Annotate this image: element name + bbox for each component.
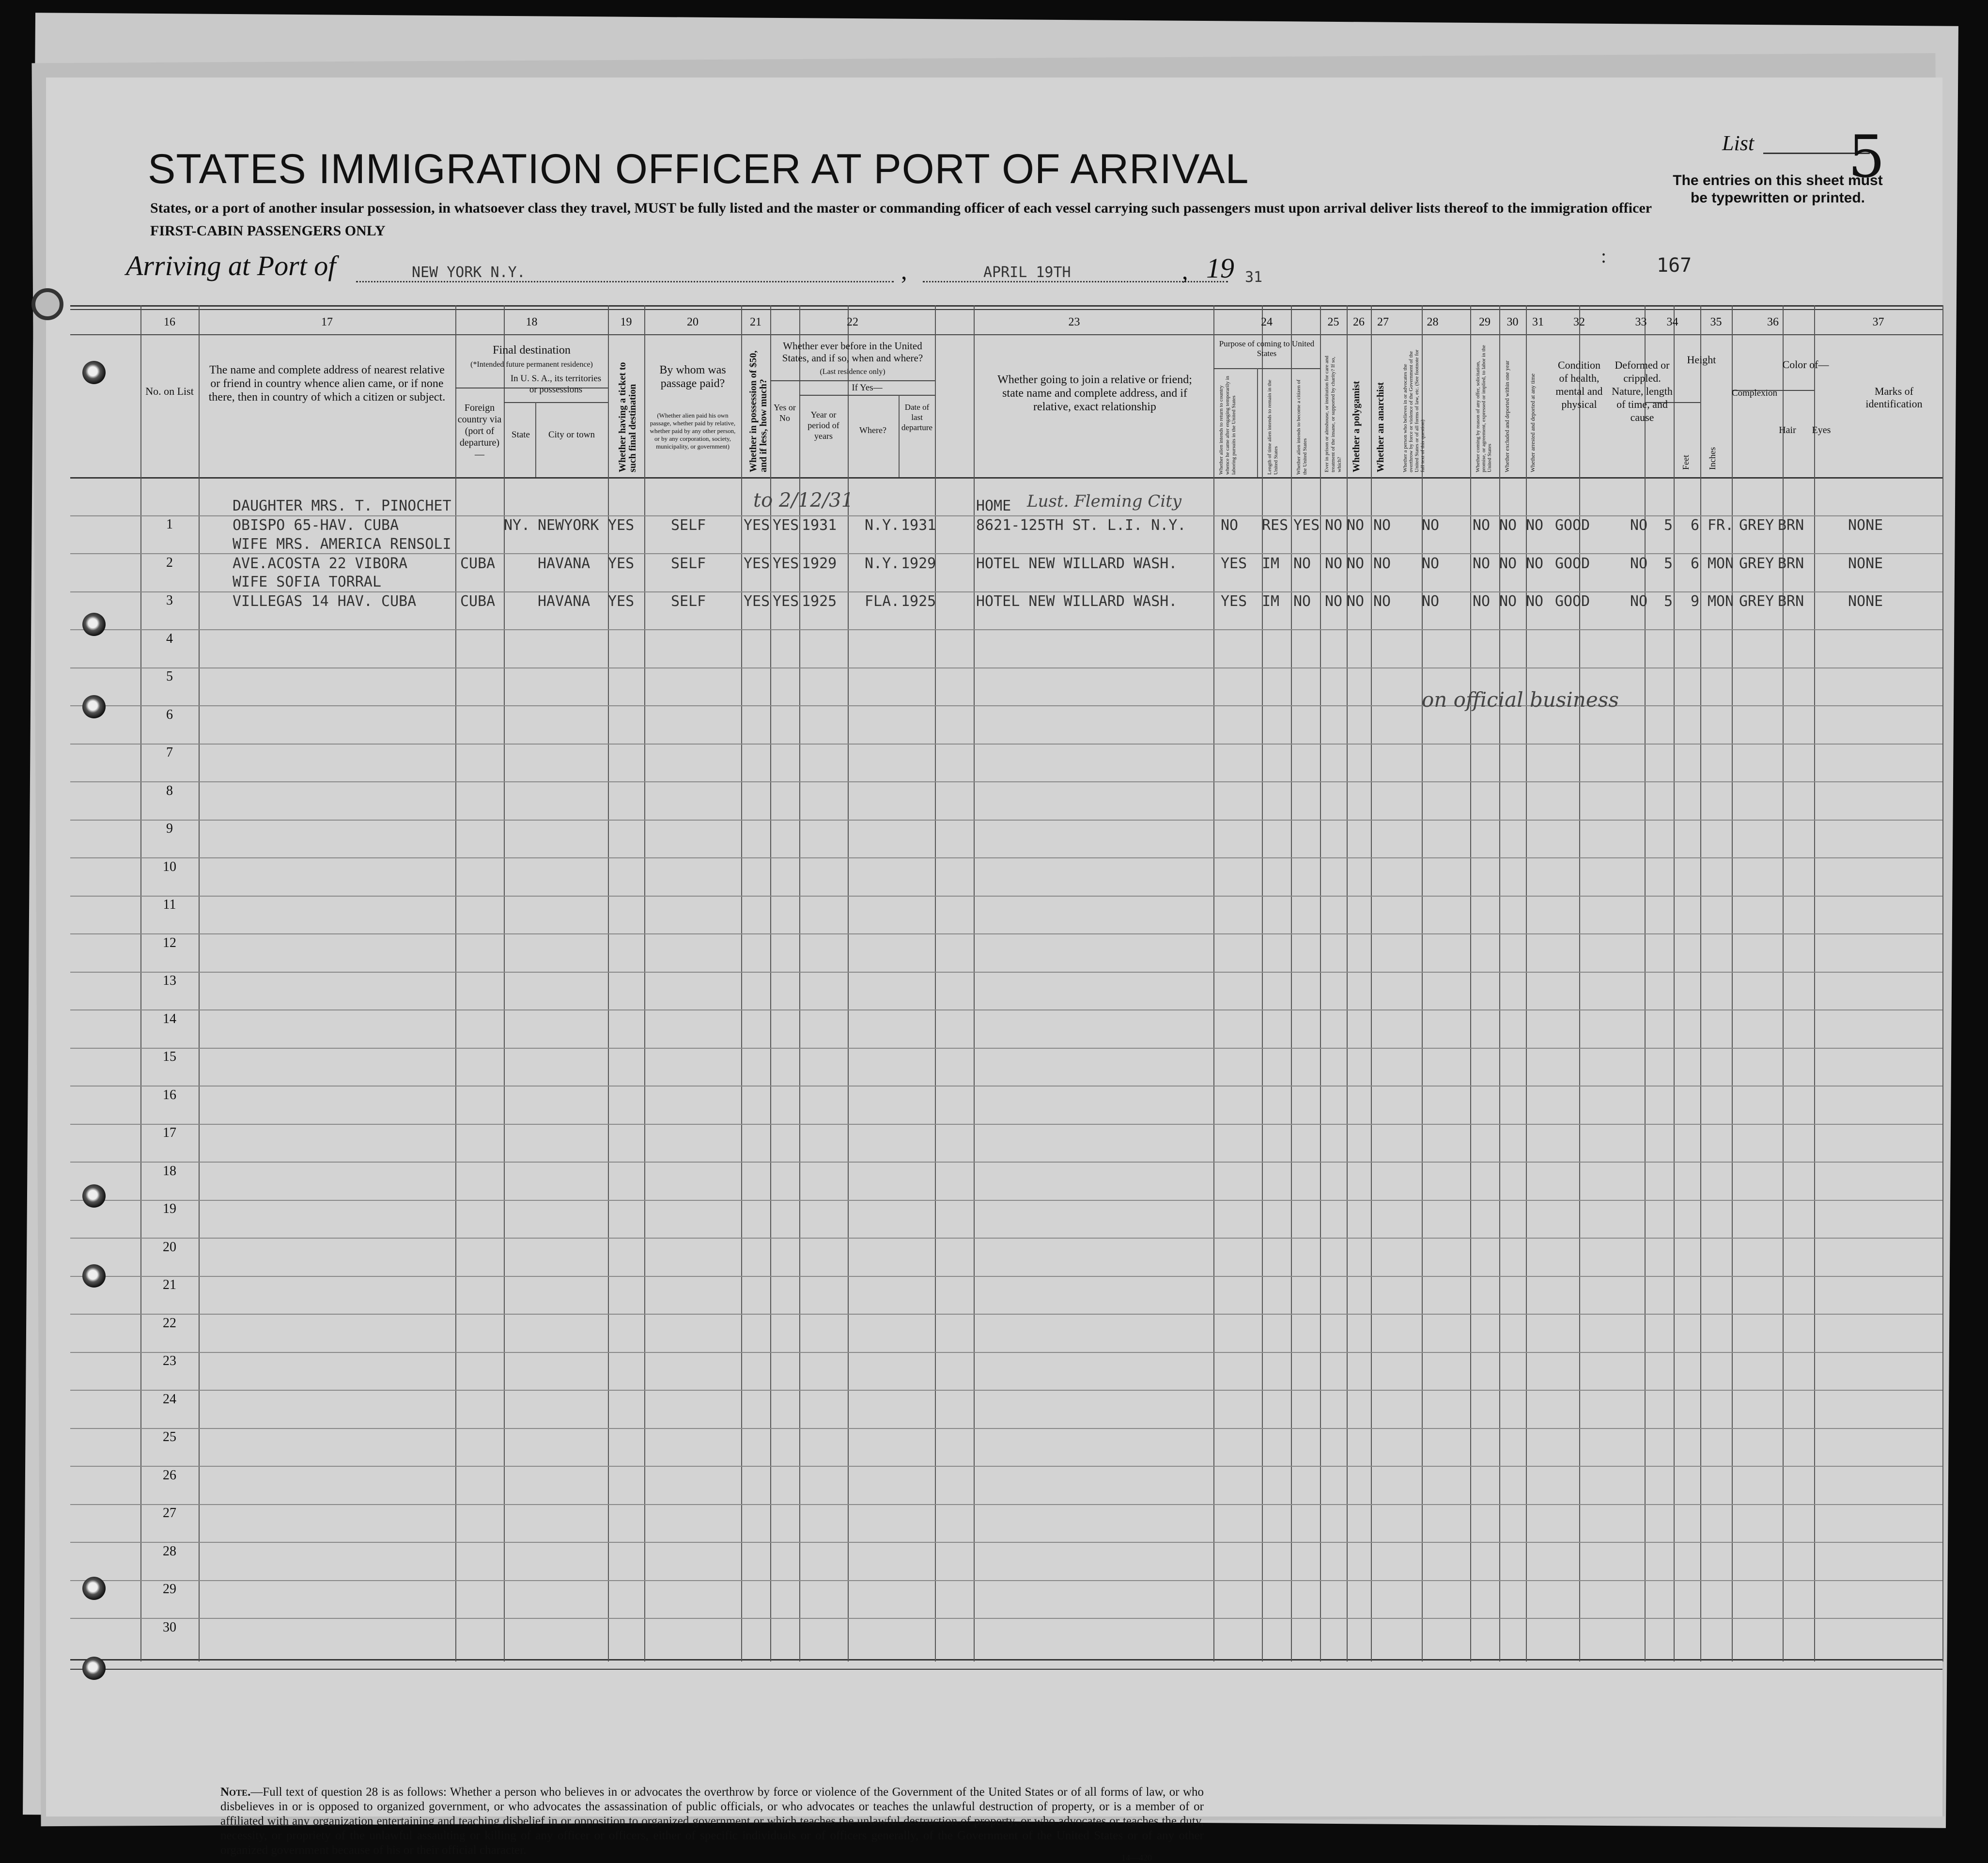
arrested-value: NO — [1526, 517, 1544, 534]
row-number: 26 — [163, 1467, 176, 1483]
join-address: 8621-125TH ST. L.I. N.Y. — [976, 517, 1186, 534]
header-health: Condition of health, mental and physical — [1555, 359, 1603, 410]
row-number: 5 — [166, 669, 173, 684]
header-height: Height — [1687, 354, 1716, 366]
relative-address: VILLEGAS 14 HAV. CUBA — [233, 593, 417, 610]
row-divider — [70, 1238, 1942, 1239]
row-divider — [70, 1466, 1942, 1467]
header-prison: Ever in prison or almshouse, or institution for care and treatment of the insane, or supported by charity? If so, which? — [1324, 356, 1342, 472]
intro-text: States, or a port of another insular possession, in whatsoever class they travel, MUST be fully listed and the master or commanding officer of each vessel carrying such passengers must upon arrival deliver lists thereof to the immigration officer — [150, 200, 1652, 216]
header-overthrow: Whether a person who believes in or advocates the overthrow by force or violence of the Government of the United States or of all forms of law, etc. (See footnote for full text of this question) — [1402, 349, 1426, 472]
row-divider — [70, 553, 1942, 554]
row-number: 21 — [163, 1277, 176, 1292]
header-excluded: Whether excluded and deported within one year — [1504, 360, 1510, 472]
row-divider — [70, 515, 1942, 516]
row-divider — [70, 1124, 1942, 1125]
row-number: 22 — [163, 1315, 176, 1331]
hair-value: GREY — [1739, 593, 1774, 610]
header-passage-paid-sub: (Whether alien paid his own passage, whether paid by relative, whether paid by any other person, or by any corporation, society, municipality, or government) — [650, 412, 736, 450]
complexion-value: MON — [1708, 593, 1734, 610]
column-number: 17 — [321, 316, 333, 328]
row-divider — [70, 1580, 1942, 1581]
column-number: 19 — [620, 316, 632, 328]
overthrow-value: NO — [1422, 555, 1440, 572]
header-before-in-us-sub: (Last residence only) — [820, 368, 885, 376]
header-final-destination-sub: (*Intended future permanent residence) — [470, 360, 593, 369]
row-divider — [70, 1428, 1942, 1429]
column-number: 27 — [1377, 316, 1389, 328]
complexion-value: FR. — [1708, 517, 1734, 534]
row-number: 11 — [163, 897, 176, 912]
feet-value: 5 — [1664, 555, 1673, 572]
row-divider — [70, 1504, 1942, 1505]
row-divider — [70, 1390, 1942, 1391]
foreign-country: CUBA — [460, 555, 496, 572]
column-number: 25 — [1327, 316, 1339, 328]
row-number: 17 — [163, 1125, 176, 1140]
header-citizen-intent: Whether alien intends to become a citizen of the United States — [1296, 379, 1308, 475]
relative-name: DAUGHTER MRS. T. PINOCHET — [233, 497, 451, 514]
year-suffix: 31 — [1245, 269, 1263, 286]
header-where: Where? — [859, 425, 886, 435]
excluded-value: NO — [1499, 517, 1517, 534]
labor-value: NO — [1473, 593, 1491, 610]
column-number: 21 — [750, 316, 761, 328]
date-value: APRIL 19TH — [983, 264, 1071, 281]
ticket-value: YES — [608, 555, 635, 572]
health-value: GOOD — [1555, 517, 1590, 534]
row-number: 6 — [166, 707, 173, 722]
column-number: 37 — [1872, 316, 1884, 328]
relative-name: WIFE MRS. AMERICA RENSOLI — [233, 535, 451, 553]
row-divider — [70, 1048, 1942, 1049]
year-value: 1931 — [802, 517, 837, 534]
handwritten-join: Lust. Fleming City — [1027, 492, 1182, 511]
tack-icon — [31, 288, 63, 320]
port-line — [356, 281, 894, 282]
length-value: IM — [1262, 593, 1280, 610]
anarchist-value: NO — [1373, 555, 1391, 572]
arrested-value: NO — [1526, 593, 1544, 610]
header-passage-paid: By whom was passage paid? — [659, 364, 726, 390]
column-number: 22 — [847, 316, 858, 328]
excluded-value: NO — [1499, 593, 1517, 610]
header-return-intent: Whether alien intends to return to country whence he came after engaging temporarily in laboring pursuits in the United States — [1218, 375, 1237, 475]
marks-value: NONE — [1848, 555, 1883, 572]
overthrow-value: NO — [1422, 517, 1440, 534]
header-hair: Hair — [1779, 425, 1796, 435]
header-if-yes: If Yes— — [852, 383, 883, 393]
row-number: 28 — [163, 1543, 176, 1559]
row-number: 23 — [163, 1353, 176, 1368]
ticket-value: YES — [608, 593, 635, 610]
arriving-label: Arriving at Port of — [126, 250, 336, 281]
header-relative-address: The name and complete address of nearest relative or friend in country whence alien came, or if none there, then in country of which a citizen or subject. — [208, 364, 446, 404]
cabin-class: FIRST-CABIN PASSENGERS ONLY — [150, 223, 386, 239]
row-divider — [70, 1162, 1942, 1163]
row-divider — [70, 857, 1942, 858]
polygamist-value: NO — [1347, 593, 1365, 610]
column-number: 26 — [1353, 316, 1365, 328]
page-title: STATES IMMIGRATION OFFICER AT PORT OF ARRIVAL — [148, 146, 1249, 192]
departure-value: 1925 — [901, 593, 936, 610]
prison-value: NO — [1325, 517, 1343, 534]
form-number: 14—420 — [1121, 1853, 1152, 1863]
header-city: City or town — [548, 430, 595, 440]
entries-note: The entries on this sheet must be typewritten or printed. — [1673, 172, 1883, 206]
manifest-sheet — [46, 78, 1942, 1863]
marks-value: NONE — [1848, 593, 1883, 610]
column-number: 28 — [1427, 316, 1439, 328]
deformed-value: NO — [1630, 517, 1648, 534]
binding-hole-icon — [82, 1657, 106, 1680]
join-address: HOTEL NEW WILLARD WASH. — [976, 593, 1178, 610]
inches-value: 9 — [1691, 593, 1700, 610]
row-number: 30 — [163, 1619, 176, 1635]
row-divider — [70, 1009, 1942, 1010]
row-number: 12 — [163, 935, 176, 950]
comma: , — [901, 257, 907, 284]
header-state: State — [512, 430, 530, 440]
fifty-dollars-value: YES — [744, 517, 770, 534]
year-prefix: 19 — [1206, 252, 1234, 284]
where-value: FLA. — [865, 593, 900, 610]
polygamist-value: NO — [1347, 517, 1365, 534]
header-join-relative: Whether going to join a relative or friend; state name and complete address, and if relative, exact relationship — [997, 373, 1192, 413]
row-divider — [70, 1086, 1942, 1087]
header-feet: Feet — [1681, 455, 1691, 470]
list-number: 5 — [1848, 124, 1885, 191]
paid-by-value: SELF — [671, 593, 706, 610]
header-year: Year or period of years — [808, 410, 839, 441]
column-number: 33 — [1635, 316, 1647, 328]
column-number: 32 — [1573, 316, 1585, 328]
column-number: 31 — [1532, 316, 1544, 328]
prison-value: NO — [1325, 593, 1343, 610]
join-relative: HOME — [976, 497, 1011, 514]
complexion-value: MON — [1708, 555, 1734, 572]
header-final-destination: Final destination — [493, 344, 571, 357]
prison-value: NO — [1325, 555, 1343, 572]
excluded-value: NO — [1499, 555, 1517, 572]
tick-mark: : — [1601, 245, 1607, 267]
column-number: 16 — [164, 316, 175, 328]
feet-value: 5 — [1664, 593, 1673, 610]
row-divider — [70, 820, 1942, 821]
hair-value: GREY — [1739, 517, 1774, 534]
row-divider — [70, 1276, 1942, 1277]
destination-city: HAVANA — [538, 555, 590, 572]
footnote — [220, 1785, 1204, 1858]
before-value: YES — [773, 555, 799, 572]
header-complexion: Complexion — [1732, 388, 1777, 398]
row-divider — [70, 933, 1942, 934]
row-divider — [70, 1542, 1942, 1543]
row-number: 15 — [163, 1049, 176, 1064]
column-number: 24 — [1261, 316, 1273, 328]
fifty-dollars-value: YES — [744, 593, 770, 610]
health-value: GOOD — [1555, 593, 1590, 610]
row-divider — [70, 1314, 1942, 1315]
labor-value: NO — [1473, 555, 1491, 572]
row-divider — [70, 781, 1942, 782]
relative-address: AVE.ACOSTA 22 VIBORA — [233, 555, 408, 572]
row-number: 3 — [166, 593, 173, 608]
header-polygamist: Whether a polygamist — [1351, 381, 1362, 472]
citizen-value: NO — [1293, 555, 1311, 572]
inches-value: 6 — [1691, 555, 1700, 572]
year-value: 1925 — [802, 593, 837, 610]
anarchist-value: NO — [1373, 593, 1391, 610]
header-labor-offer: Whether coming by reason of any offer, solicitation, promise, or agreement, expressed or implied, to labor in the United States — [1475, 345, 1492, 472]
binding-hole-icon — [82, 613, 106, 636]
departure-value: 1929 — [901, 555, 936, 572]
where-value: N.Y. — [865, 517, 900, 534]
arrested-value: NO — [1526, 555, 1544, 572]
header-length-of-stay: Length of time alien intends to remain in the United States — [1267, 379, 1279, 475]
header-fifty-dollars: Whether in possession of $50, and if less, how much? — [748, 350, 769, 472]
handwritten-official: on official business — [1422, 688, 1619, 712]
return-value: YES — [1221, 593, 1247, 610]
header-arrested: Whether arrested and deported at any time — [1529, 373, 1536, 472]
foreign-country: CUBA — [460, 593, 496, 610]
binding-hole-icon — [82, 1184, 106, 1208]
eyes-value: BRN — [1778, 517, 1804, 534]
relative-address: OBISPO 65-HAV. CUBA — [233, 517, 399, 534]
binding-hole-icon — [82, 1577, 106, 1600]
row-number: 27 — [163, 1506, 176, 1521]
paid-by-value: SELF — [671, 517, 706, 534]
row-number: 4 — [166, 631, 173, 646]
row-number: 13 — [163, 973, 176, 988]
eyes-value: BRN — [1778, 593, 1804, 610]
hair-value: GREY — [1739, 555, 1774, 572]
binding-hole-icon — [82, 1264, 106, 1288]
destination-state: NY. — [504, 517, 530, 534]
paid-by-value: SELF — [671, 555, 706, 572]
header-purpose: Purpose of coming to United States — [1219, 339, 1315, 358]
column-number: 36 — [1767, 316, 1779, 328]
where-value: N.Y. — [865, 555, 900, 572]
return-value: NO — [1221, 517, 1239, 534]
header-foreign-country: Foreign country via (port of departure)— — [457, 403, 502, 460]
row-divider — [70, 1618, 1942, 1619]
row-divider — [70, 896, 1942, 897]
header-no-on-list: No. on List — [145, 385, 194, 397]
column-number: 18 — [526, 316, 538, 328]
row-number: 10 — [163, 859, 176, 874]
row-number: 14 — [163, 1011, 176, 1026]
eyes-value: BRN — [1778, 555, 1804, 572]
header-yes-no: Yes or No — [774, 403, 796, 423]
comma: , — [1182, 257, 1188, 284]
citizen-value: YES — [1293, 517, 1320, 534]
binding-hole-icon — [82, 695, 106, 718]
departure-value: 1931 — [901, 517, 936, 534]
row-number: 7 — [166, 745, 173, 760]
manifest-table — [70, 305, 1942, 1695]
row-number: 9 — [166, 821, 173, 836]
header-ticket: Whether having a ticket to such final destination — [617, 362, 638, 472]
inches-value: 6 — [1691, 517, 1700, 534]
return-value: YES — [1221, 555, 1247, 572]
header-inches: Inches — [1708, 447, 1717, 470]
header-usa: In U. S. A., its territories or possessions — [510, 373, 602, 395]
polygamist-value: NO — [1347, 555, 1365, 572]
row-number: 18 — [163, 1163, 176, 1179]
row-divider — [70, 744, 1942, 745]
header-deformed: Deformed or crippled. Nature, length of time, and cause — [1612, 359, 1673, 423]
column-number: 34 — [1666, 316, 1678, 328]
relative-name: WIFE SOFIA TORRAL — [233, 574, 382, 590]
marks-value: NONE — [1848, 517, 1883, 534]
row-number: 1 — [166, 517, 173, 532]
anarchist-value: NO — [1373, 517, 1391, 534]
row-divider — [70, 591, 1942, 592]
deformed-value: NO — [1630, 555, 1648, 572]
overthrow-value: NO — [1422, 593, 1440, 610]
column-number: 29 — [1479, 316, 1491, 328]
footnote-label: Note. — [220, 1785, 251, 1799]
row-number: 8 — [166, 783, 173, 798]
column-number: 23 — [1068, 316, 1080, 328]
ticket-value: YES — [608, 517, 635, 534]
length-value: IM — [1262, 555, 1280, 572]
page-number: 167 — [1657, 254, 1692, 277]
header-last-departure: Date of last departure — [901, 403, 933, 432]
fifty-dollars-value: YES — [744, 555, 770, 572]
column-number: 30 — [1507, 316, 1519, 328]
row-divider — [70, 629, 1942, 630]
destination-city: NEWYORK — [538, 517, 599, 534]
column-number: 20 — [687, 316, 699, 328]
header-color-of: Color of— — [1782, 358, 1829, 371]
binding-hole-icon — [82, 361, 106, 384]
join-address: HOTEL NEW WILLARD WASH. — [976, 555, 1178, 572]
row-divider — [70, 705, 1942, 706]
header-eyes: Eyes — [1812, 425, 1831, 435]
feet-value: 5 — [1664, 517, 1673, 534]
row-divider — [70, 972, 1942, 973]
labor-value: NO — [1473, 517, 1491, 534]
row-number: 20 — [163, 1239, 176, 1255]
port-value: NEW YORK N.Y. — [412, 264, 526, 281]
before-value: YES — [773, 593, 799, 610]
row-number: 2 — [166, 555, 173, 570]
length-value: RES — [1262, 517, 1289, 534]
header-before-in-us: Whether ever before in the United States, and if so, when and where? — [782, 340, 923, 364]
row-number: 29 — [163, 1582, 176, 1597]
health-value: GOOD — [1555, 555, 1590, 572]
handwritten-stay: to 2/12/31 — [753, 489, 854, 512]
year-value: 1929 — [802, 555, 837, 572]
deformed-value: NO — [1630, 593, 1648, 610]
header-anarchist: Whether an anarchist — [1375, 382, 1386, 472]
row-number: 19 — [163, 1201, 176, 1216]
row-number: 25 — [163, 1429, 176, 1444]
row-number: 24 — [163, 1391, 176, 1407]
row-number: 16 — [163, 1087, 176, 1102]
list-label: List — [1722, 131, 1755, 155]
row-divider — [70, 1352, 1942, 1353]
column-number: 35 — [1710, 316, 1722, 328]
header-marks: Marks of identification — [1865, 385, 1923, 410]
footnote-text: —Full text of question 28 is as follows: Whether a person who believes in or advocates the overthrow by force or violence of the Government of the United States or of all forms of law, or who disbelieves in or is opposed to organized government, or who advocates the assassination of public officials, or who advocates or teaches the unlawful destruction of property, or is a member of or affiliated with any organization entertaining and teaching disbelief in or opposition to organized government or which teaches the unlawful destruction of property, or who advocates or teaches the duty, necessity, or propriety of the unlawful assaulting or killing of any officer or officers, either of specific individuals or of officers generally, of the Government of the United States or of any other organized government because of his or their official character. — [220, 1785, 1204, 1857]
citizen-value: NO — [1293, 593, 1311, 610]
destination-city: HAVANA — [538, 593, 590, 610]
row-divider — [70, 1200, 1942, 1201]
before-value: YES — [773, 517, 799, 534]
